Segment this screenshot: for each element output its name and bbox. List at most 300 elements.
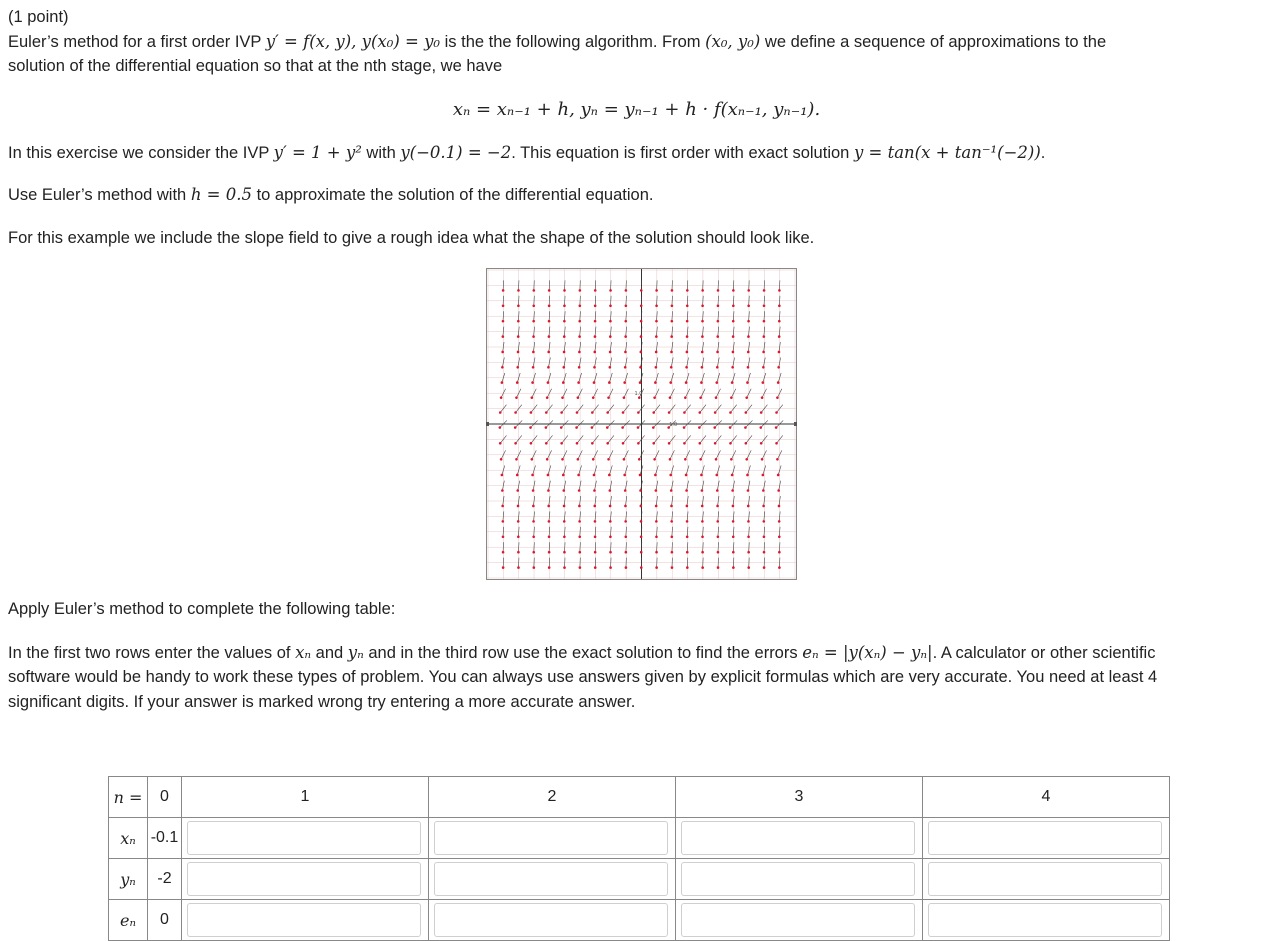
- slope-arrowhead: [671, 551, 674, 554]
- y2-input[interactable]: [434, 862, 668, 896]
- slope-arrowhead: [532, 366, 535, 369]
- slope-arrowhead: [747, 566, 750, 569]
- use-line: [8, 182, 653, 208]
- slope-arrowhead: [562, 489, 565, 492]
- slope-arrowhead: [655, 289, 658, 292]
- apply-line: Apply Euler’s method to complete the following table:: [8, 597, 395, 622]
- slope-arrowhead: [760, 411, 763, 414]
- exercise-text-4: .: [1041, 144, 1046, 162]
- slope-arrowhead: [548, 520, 551, 523]
- slope-arrowhead: [578, 351, 581, 354]
- slope-arrowhead: [530, 442, 533, 445]
- slope-arrowhead: [671, 535, 674, 538]
- slope-arrowhead: [670, 351, 673, 354]
- slope-arrowhead: [639, 489, 642, 492]
- slope-arrowhead: [640, 566, 643, 569]
- slope-arrowhead: [701, 351, 704, 354]
- initial-point: (x₀, y₀): [705, 32, 760, 51]
- instructions-line-2: software would be handy to work these types of problem. You can always use answers given by explicit formulas which are very accurate. You need at least 4: [8, 665, 1157, 690]
- slope-arrowhead: [640, 351, 643, 354]
- slope-arrowhead: [745, 458, 748, 461]
- x-tick-label: 1.0: [669, 422, 677, 428]
- slope-arrowhead: [501, 505, 504, 508]
- slope-arrowhead: [747, 351, 750, 354]
- slope-arrowhead: [609, 289, 612, 292]
- table-row-en: [109, 900, 1170, 941]
- step-size: h = 0.5: [191, 185, 252, 204]
- slope-arrowhead: [563, 551, 566, 554]
- slope-arrowhead: [669, 458, 672, 461]
- slope-arrowhead: [533, 289, 536, 292]
- slope-arrowhead: [701, 335, 704, 338]
- error-formula: eₙ = |y(xₙ) − yₙ|: [802, 643, 932, 662]
- slope-arrowhead: [763, 304, 766, 307]
- slope-arrowhead: [762, 474, 765, 477]
- euler-table: [108, 776, 1170, 941]
- slope-arrowhead: [669, 396, 672, 399]
- slope-arrowhead: [608, 381, 611, 384]
- slope-arrowhead: [746, 381, 749, 384]
- slope-arrowhead: [686, 520, 689, 523]
- slope-arrowhead: [732, 520, 735, 523]
- slope-arrowhead: [532, 551, 535, 554]
- yn-initial: -2: [148, 859, 182, 900]
- slope-arrowhead: [501, 489, 504, 492]
- e2-input[interactable]: [434, 903, 668, 937]
- slope-arrowhead: [655, 535, 658, 538]
- slope-arrowhead: [579, 566, 582, 569]
- intro-line-2: solution of the differential equation so that at the nth stage, we have: [8, 54, 502, 79]
- slope-arrowhead: [759, 426, 762, 429]
- slope-arrowhead: [640, 505, 643, 508]
- slope-arrowhead: [606, 411, 609, 414]
- slope-arrowhead: [514, 442, 517, 445]
- slope-arrowhead: [763, 335, 766, 338]
- slope-arrowhead: [517, 505, 520, 508]
- exercise-text-3: . This equation is first order with exact solution: [511, 144, 854, 162]
- e1-input[interactable]: [187, 903, 421, 937]
- slope-arrowhead: [515, 458, 518, 461]
- slope-arrowhead: [548, 320, 551, 323]
- slope-arrowhead: [502, 320, 505, 323]
- slope-arrowhead: [731, 366, 734, 369]
- slope-arrowhead: [716, 489, 719, 492]
- slope-arrowhead: [578, 505, 581, 508]
- slope-arrowhead: [562, 381, 565, 384]
- slope-arrowhead: [729, 426, 732, 429]
- slope-arrowhead: [516, 381, 519, 384]
- slope-arrowhead: [563, 304, 566, 307]
- slope-arrowhead: [776, 396, 779, 399]
- use-text-2: to approximate the solution of the differential equation.: [252, 186, 653, 204]
- slope-arrowhead: [640, 335, 643, 338]
- slope-arrowhead: [686, 304, 689, 307]
- slope-arrowhead: [640, 304, 643, 307]
- slope-arrowhead: [760, 442, 763, 445]
- slope-arrowhead: [686, 351, 689, 354]
- slope-arrowhead: [563, 520, 566, 523]
- slope-arrowhead: [745, 411, 748, 414]
- slope-arrowhead: [654, 474, 657, 477]
- slope-arrowhead: [517, 304, 520, 307]
- slope-arrowhead: [609, 566, 612, 569]
- slope-arrowhead: [717, 289, 720, 292]
- slope-arrowhead: [671, 320, 674, 323]
- exercise-line: [8, 140, 1045, 166]
- slope-arrowhead: [547, 474, 550, 477]
- slope-arrowhead: [747, 366, 750, 369]
- slope-arrowhead: [624, 535, 627, 538]
- slope-arrowhead: [562, 366, 565, 369]
- slope-arrowhead: [532, 489, 535, 492]
- slope-arrowhead: [591, 442, 594, 445]
- slope-arrowhead: [701, 304, 704, 307]
- slope-arrowhead: [594, 335, 597, 338]
- slope-arrowhead: [778, 351, 781, 354]
- slope-arrowhead: [639, 381, 642, 384]
- slope-arrowhead: [593, 351, 596, 354]
- slope-arrowhead: [563, 351, 566, 354]
- slope-arrowhead: [625, 566, 628, 569]
- slope-arrowhead: [531, 381, 534, 384]
- slope-arrowhead: [655, 351, 658, 354]
- exercise-text-1: In this exercise we consider the IVP: [8, 144, 274, 162]
- slope-arrowhead: [655, 551, 658, 554]
- slope-arrowhead: [577, 396, 580, 399]
- slope-arrowhead: [545, 442, 548, 445]
- slope-arrowhead: [762, 505, 765, 508]
- slope-arrowhead: [579, 289, 582, 292]
- slope-arrowhead: [745, 396, 748, 399]
- slope-arrowhead: [637, 411, 640, 414]
- y4-input[interactable]: [928, 862, 1162, 896]
- slope-arrowhead: [701, 520, 704, 523]
- instr-text-1: In the first two rows enter the values of: [8, 644, 295, 662]
- slope-arrowhead: [548, 535, 551, 538]
- slope-arrowhead: [638, 458, 641, 461]
- y-tick-label: 1.0: [635, 391, 643, 397]
- slope-arrowhead: [499, 411, 502, 414]
- slope-arrowhead: [516, 366, 519, 369]
- slope-arrowhead: [594, 535, 597, 538]
- slope-arrowhead: [700, 474, 703, 477]
- slope-arrowhead: [778, 505, 781, 508]
- x2-input[interactable]: [434, 821, 668, 855]
- slope-arrowhead: [716, 335, 719, 338]
- slope-arrowhead: [777, 474, 780, 477]
- row-label-en: eₙ: [109, 900, 148, 941]
- slope-arrowhead: [744, 426, 747, 429]
- slope-arrowhead: [623, 458, 626, 461]
- slope-arrowhead: [715, 381, 718, 384]
- slope-arrowhead: [670, 520, 673, 523]
- slope-arrowhead: [685, 489, 688, 492]
- slope-arrowhead: [532, 304, 535, 307]
- instr-text-4: . A calculator or other scientific: [933, 644, 1156, 662]
- slope-arrowhead: [609, 351, 612, 354]
- slope-arrowhead: [609, 520, 612, 523]
- slope-arrowhead: [502, 520, 505, 523]
- slope-arrowhead: [592, 396, 595, 399]
- slope-arrowhead: [747, 535, 750, 538]
- slope-arrowhead: [546, 396, 549, 399]
- slope-arrowhead: [547, 489, 550, 492]
- slope-arrowhead: [655, 335, 658, 338]
- slope-arrowhead: [730, 396, 733, 399]
- slope-arrowhead: [763, 320, 766, 323]
- ivp-initial-condition: y(−0.1) = −2: [400, 143, 511, 162]
- slope-arrowhead: [715, 474, 718, 477]
- slope-arrowhead: [624, 335, 627, 338]
- slope-arrowhead: [732, 505, 735, 508]
- slope-arrowhead: [532, 505, 535, 508]
- slope-arrowhead: [547, 366, 550, 369]
- slope-arrowhead: [593, 366, 596, 369]
- instr-text-2: and: [311, 644, 348, 662]
- slope-arrowhead: [594, 520, 597, 523]
- table-row-xn: [109, 818, 1170, 859]
- header-col-3: 3: [676, 777, 923, 818]
- slope-arrowhead: [729, 411, 732, 414]
- slope-arrowhead: [547, 351, 550, 354]
- slope-arrowhead: [502, 289, 505, 292]
- ivp-equation: y′ = f(x, y), y(x₀) = y₀: [266, 32, 440, 51]
- slope-arrowhead: [655, 505, 658, 508]
- slope-arrowhead: [671, 304, 674, 307]
- slope-arrowhead: [655, 566, 658, 569]
- instr-text-3: and in the third row use the exact solution to find the errors: [364, 644, 802, 662]
- slope-arrowhead: [732, 351, 735, 354]
- slope-arrowhead: [560, 411, 563, 414]
- slope-arrowhead: [747, 304, 750, 307]
- slope-arrowhead: [563, 335, 566, 338]
- slope-arrowhead: [639, 366, 642, 369]
- slope-arrowhead: [502, 551, 505, 554]
- instructions-line-3: significant digits. If your answer is marked wrong try entering a more accurate answer.: [8, 690, 635, 715]
- slope-arrowhead: [778, 566, 781, 569]
- slope-field-intro: For this example we include the slope field to give a rough idea what the shape of the solution should look like.: [8, 226, 814, 251]
- slope-arrowhead: [686, 335, 689, 338]
- slope-arrowhead: [501, 351, 504, 354]
- header-col-0: 0: [148, 777, 182, 818]
- slope-arrowhead: [699, 458, 702, 461]
- instructions-line-1: [8, 640, 1155, 666]
- slope-arrowhead: [578, 335, 581, 338]
- slope-arrowhead: [609, 535, 612, 538]
- slope-arrowhead: [763, 566, 766, 569]
- slope-arrowhead: [652, 426, 655, 429]
- slope-arrowhead: [762, 351, 765, 354]
- slope-arrowhead: [714, 442, 717, 445]
- slope-arrowhead: [778, 535, 781, 538]
- slope-arrowhead: [683, 411, 686, 414]
- slope-arrowhead: [640, 520, 643, 523]
- intro-line-1: [8, 29, 1106, 55]
- slope-arrowhead: [684, 458, 687, 461]
- slope-arrowhead: [532, 320, 535, 323]
- slope-arrowhead: [653, 458, 656, 461]
- slope-arrowhead: [594, 320, 597, 323]
- use-text-1: Use Euler’s method with: [8, 186, 191, 204]
- slope-arrowhead: [624, 520, 627, 523]
- y1-input[interactable]: [187, 862, 421, 896]
- slope-arrowhead: [640, 551, 643, 554]
- slope-arrowhead: [761, 396, 764, 399]
- slope-arrowhead: [640, 289, 643, 292]
- slope-arrowhead: [502, 304, 505, 307]
- slope-arrowhead: [517, 551, 520, 554]
- slope-arrowhead: [532, 520, 535, 523]
- slope-arrowhead: [593, 474, 596, 477]
- slope-arrowhead: [732, 551, 735, 554]
- slope-arrowhead: [640, 320, 643, 323]
- slope-arrowhead: [624, 366, 627, 369]
- slope-arrowhead: [763, 520, 766, 523]
- slope-arrowhead: [747, 520, 750, 523]
- slope-arrowhead: [698, 411, 701, 414]
- slope-arrowhead: [594, 289, 597, 292]
- slope-arrowhead: [501, 381, 504, 384]
- slope-arrowhead: [686, 289, 689, 292]
- slope-arrowhead: [533, 566, 536, 569]
- slope-arrowhead: [640, 535, 643, 538]
- e3-input[interactable]: [681, 903, 915, 937]
- slope-arrowhead: [701, 366, 704, 369]
- slope-arrowhead: [609, 304, 612, 307]
- slope-arrowhead: [621, 426, 624, 429]
- slope-arrowhead: [517, 520, 520, 523]
- slope-arrowhead: [594, 551, 597, 554]
- slope-arrowhead: [517, 335, 520, 338]
- slope-arrowhead: [699, 396, 702, 399]
- slope-arrowhead: [563, 566, 566, 569]
- slope-arrowhead: [732, 335, 735, 338]
- x4-input[interactable]: [928, 821, 1162, 855]
- slope-arrowhead: [517, 351, 520, 354]
- slope-arrowhead: [548, 304, 551, 307]
- slope-arrowhead: [579, 551, 582, 554]
- header-col-2: 2: [429, 777, 676, 818]
- slope-arrowhead: [669, 381, 672, 384]
- slope-arrowhead: [670, 489, 673, 492]
- slope-arrowhead: [529, 426, 532, 429]
- slope-arrowhead: [609, 489, 612, 492]
- slope-arrowhead: [637, 426, 640, 429]
- slope-arrowhead: [623, 396, 626, 399]
- table-row-yn: [109, 859, 1170, 900]
- slope-arrowhead: [685, 474, 688, 477]
- row-label-xn: xₙ: [109, 818, 148, 859]
- slope-arrowhead: [563, 505, 566, 508]
- slope-arrowhead: [578, 366, 581, 369]
- slope-arrowhead: [563, 320, 566, 323]
- slope-arrowhead: [607, 458, 610, 461]
- slope-arrowhead: [670, 366, 673, 369]
- slope-arrowhead: [517, 566, 520, 569]
- slope-arrowhead: [655, 489, 658, 492]
- slope-arrowhead: [593, 381, 596, 384]
- slope-arrowhead: [732, 304, 735, 307]
- slope-arrowhead: [577, 381, 580, 384]
- e4-input[interactable]: [928, 903, 1162, 937]
- slope-arrowhead: [609, 335, 612, 338]
- header-col-1: 1: [182, 777, 429, 818]
- slope-arrowhead: [701, 489, 704, 492]
- slope-arrowhead: [655, 520, 658, 523]
- slope-arrowhead: [701, 505, 704, 508]
- slope-arrowhead: [575, 426, 578, 429]
- slope-arrowhead: [593, 505, 596, 508]
- intro-text-1: Euler’s method for a first order IVP: [8, 33, 266, 51]
- slope-arrowhead: [653, 396, 656, 399]
- slope-arrowhead: [686, 535, 689, 538]
- ivp-ode: y′ = 1 + y²: [274, 143, 362, 162]
- slope-arrowhead: [698, 426, 701, 429]
- slope-arrowhead: [683, 442, 686, 445]
- slope-arrowhead: [579, 304, 582, 307]
- slope-arrowhead: [562, 474, 565, 477]
- slope-arrowhead: [762, 381, 765, 384]
- en-initial: 0: [148, 900, 182, 941]
- slope-arrowhead: [777, 366, 780, 369]
- intro-text-3: we define a sequence of approximations to the: [760, 33, 1106, 51]
- slope-arrowhead: [732, 320, 735, 323]
- y-n-symbol: yₙ: [348, 643, 364, 662]
- slope-arrowhead: [762, 366, 765, 369]
- slope-arrowhead: [609, 320, 612, 323]
- slope-arrowhead: [686, 551, 689, 554]
- slope-arrowhead: [701, 535, 704, 538]
- slope-arrowhead: [775, 426, 778, 429]
- slope-arrowhead: [548, 335, 551, 338]
- x1-input[interactable]: [187, 821, 421, 855]
- slope-arrowhead: [652, 411, 655, 414]
- slope-arrowhead: [730, 458, 733, 461]
- y3-input[interactable]: [681, 862, 915, 896]
- slope-arrowhead: [622, 411, 625, 414]
- slope-arrowhead: [560, 442, 563, 445]
- slope-arrowhead: [747, 289, 750, 292]
- slope-arrowhead: [501, 474, 504, 477]
- slope-arrowhead: [576, 442, 579, 445]
- slope-arrowhead: [502, 335, 505, 338]
- slope-arrowhead: [530, 411, 533, 414]
- slope-arrowhead: [684, 396, 687, 399]
- slope-arrowhead: [591, 426, 594, 429]
- slope-arrowhead: [668, 442, 671, 445]
- slope-arrowhead: [517, 289, 520, 292]
- slope-arrowhead: [624, 351, 627, 354]
- slope-arrowhead: [499, 442, 502, 445]
- slope-arrowhead: [502, 566, 505, 569]
- slope-arrowhead: [577, 458, 580, 461]
- slope-arrowhead: [731, 489, 734, 492]
- slope-arrowhead: [669, 474, 672, 477]
- slope-arrowhead: [732, 566, 735, 569]
- slope-arrowhead: [698, 442, 701, 445]
- slope-arrowhead: [531, 474, 534, 477]
- slope-arrowhead: [625, 289, 628, 292]
- slope-arrowhead: [716, 520, 719, 523]
- slope-arrowhead: [547, 381, 550, 384]
- slope-arrowhead: [623, 381, 626, 384]
- slope-arrowhead: [685, 381, 688, 384]
- x3-input[interactable]: [681, 821, 915, 855]
- slope-arrowhead: [560, 426, 563, 429]
- slope-arrowhead: [561, 396, 564, 399]
- slope-arrowhead: [717, 551, 720, 554]
- recurrence-formula: xₙ = xₙ₋₁ + h, yₙ = yₙ₋₁ + h · f(xₙ₋₁, yₙ₋₁).: [0, 97, 1273, 122]
